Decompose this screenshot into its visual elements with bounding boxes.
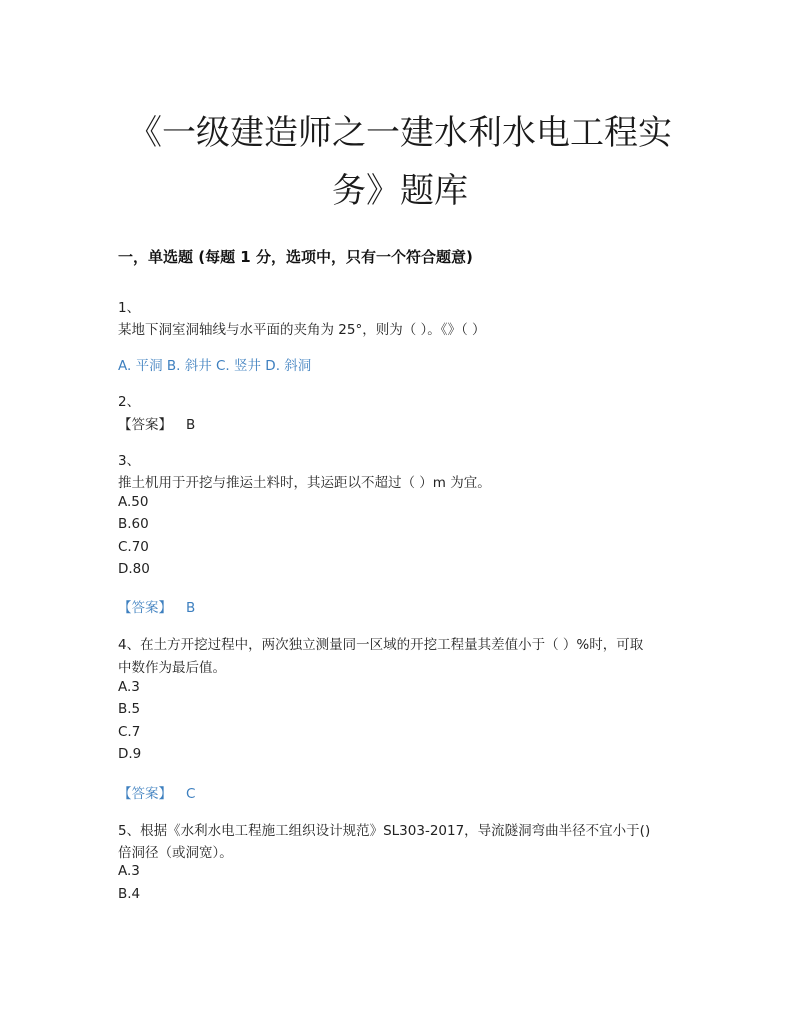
title-line-2: 务》题库 [332, 171, 468, 211]
question-3-text: 推土机用于开挖与推运土料时，其运距以不超过（ ）m 为宜。 [118, 475, 491, 491]
section-heading: 一，单选题 (每题 1 分，选项中，只有一个符合题意) [118, 248, 473, 266]
question-1-number: 1、 [118, 300, 141, 316]
question-4-text-line-2: 中数作为最后值。 [118, 660, 226, 676]
answer-value: C [186, 786, 196, 802]
answer-label: 【答案】 [118, 417, 172, 433]
question-1-options: A. 平洞 B. 斜井 C. 竖井 D. 斜洞 [118, 358, 312, 374]
question-5-option-a: A.3 [118, 863, 140, 879]
question-4-answer [118, 782, 195, 802]
question-4-option-b: B.5 [118, 701, 141, 717]
question-3-option-c: C.70 [118, 539, 149, 555]
question-3-option-a: A.50 [118, 494, 149, 510]
question-4-option-c: C.7 [118, 724, 141, 740]
question-3-answer [118, 596, 195, 616]
question-3-number: 3、 [118, 453, 141, 469]
question-5-text-line-1: 5、根据《水利水电工程施工组织设计规范》SL303-2017，导流隧洞弯曲半径不宜小于() [118, 823, 651, 839]
question-4-text-line-1: 4、在土方开挖过程中，两次独立测量同一区域的开挖工程量其差值小于（ ）%时，可取 [118, 637, 644, 653]
question-5-text-line-2: 倍洞径（或洞宽）。 [118, 845, 233, 861]
answer-value: B [186, 600, 196, 616]
question-2-number: 2、 [118, 394, 141, 410]
question-5-option-b: B.4 [118, 886, 141, 902]
document-title [100, 104, 700, 220]
question-3-option-d: D.80 [118, 561, 150, 577]
question-2-answer [118, 413, 195, 433]
title-line-1: 《一级建造师之一建水利水电工程实 [128, 113, 672, 153]
question-3-option-b: B.60 [118, 516, 149, 532]
question-4-option-d: D.9 [118, 746, 142, 762]
question-4-option-a: A.3 [118, 679, 140, 695]
answer-label: 【答案】 [118, 786, 172, 802]
answer-label: 【答案】 [118, 600, 172, 616]
question-1-text: 某地下洞室洞轴线与水平面的夹角为 25°，则为（ ）。《》（ ） [118, 322, 486, 338]
answer-value: B [186, 417, 196, 433]
